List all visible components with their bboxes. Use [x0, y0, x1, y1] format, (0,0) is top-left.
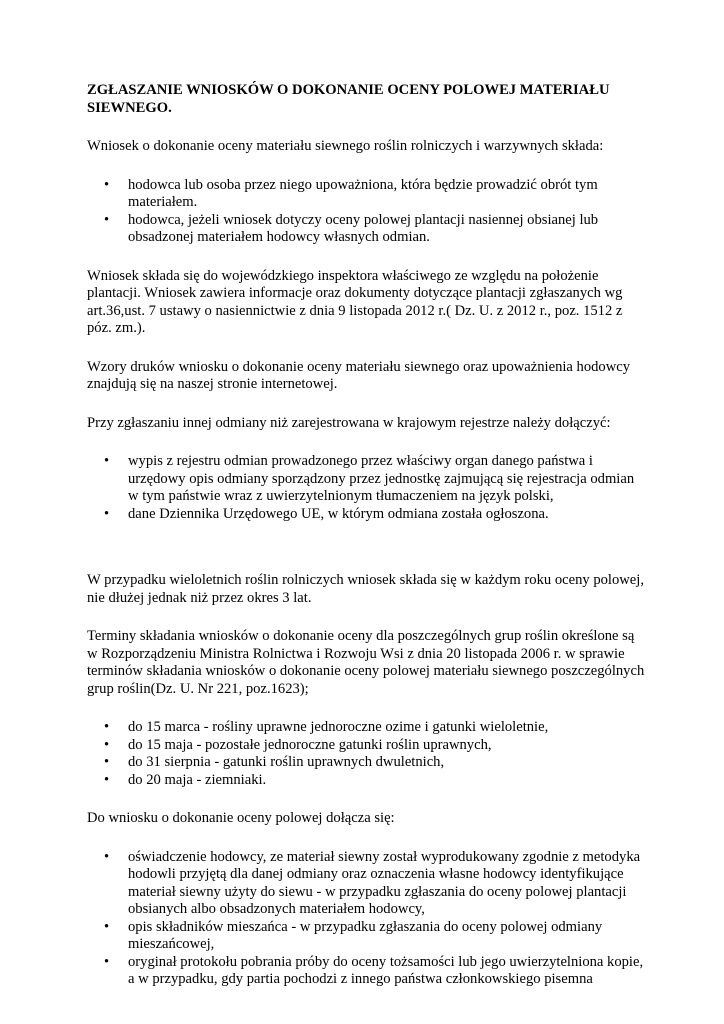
- bullet-icon: •: [104, 453, 110, 469]
- list-item: [87, 177, 647, 212]
- list-item-text: wypis z rejestru odmian prowadzonego przez właściwy organ danego państwa i urzędowy opis odmiany sporządzony przez jednostkę zajmującą się rejestracja odmian w tym państwie wraz z uwierzytelnionym tłumaczeniem na język polski,: [128, 453, 635, 504]
- list-item: [87, 919, 647, 954]
- list-item: [87, 453, 647, 506]
- submit-paragraph: Wniosek składa się do wojewódzkiego inspektora właściwego ze względu na położenie plantacji. Wniosek zawiera informacje oraz dokumenty dotyczące plantacji zgłaszanych wg art.36,ust. 7 ustawy o nasiennictwie z dnia 9 listopada 2012 r.( Dz. U. z 2012 r., poz. 1512 z póz. zm.).: [87, 267, 623, 336]
- list-item-text: hodowca, jeżeli wniosek dotyczy oceny polowej plantacji nasiennej obsianej lub obsadzonej materiałem hodowcy własnych odmian.: [128, 211, 599, 245]
- list-item: [87, 212, 647, 247]
- list-item-text: opis składników mieszańca - w przypadku zgłaszania do oceny polowej odmiany mieszańcowej,: [128, 918, 603, 952]
- list-item-text: do 31 sierpnia - gatunki roślin uprawnych dwuletnich,: [128, 754, 445, 770]
- bullet-icon: •: [104, 719, 110, 735]
- bullet-icon: •: [104, 918, 110, 935]
- document-title: ZGŁASZANIE WNIOSKÓW O DOKONANIE OCENY POLOWEJ MATERIAŁU SIEWNEGO.: [87, 82, 610, 116]
- perennial-paragraph: W przypadku wieloletnich roślin rolniczych wniosek składa się w każdym roku oceny polowej, nie dłużej jednak niż przez okres 3 lat.: [87, 572, 644, 606]
- list-item: [87, 737, 647, 755]
- document-page: [87, 82, 647, 989]
- list-item: [87, 754, 647, 772]
- terms-list: [87, 719, 647, 789]
- bullet-icon: •: [104, 771, 110, 788]
- attachments-paragraph: Do wniosku o dokonanie oceny polowej dołącza się:: [87, 810, 395, 826]
- list-item-text: dane Dziennika Urzędowego UE, w którym odmiana została ogłoszona.: [128, 505, 549, 522]
- bullet-icon: •: [104, 211, 110, 228]
- list-item-text: oświadczenie hodowcy, ze materiał siewny został wyprodukowany zgodnie z metodyka hodowli przyjętą dla danej odmiany oraz oznaczenia własne hodowcy identyfikujące materiał siewny użyty do siewu - w przypadku zgłaszania do oceny polowej plantacji obsianych albo obsadzonych materiałem hodowcy,: [128, 848, 641, 917]
- bullet-icon: •: [104, 176, 110, 193]
- bullet-icon: •: [104, 505, 110, 522]
- list-item-text: do 20 maja - ziemniaki.: [128, 771, 267, 788]
- list-item: [87, 849, 647, 919]
- bullet-icon: •: [104, 754, 110, 770]
- list-item-text: hodowca lub osoba przez niego upoważniona, która będzie prowadzić obrót tym materiałem.: [128, 176, 598, 210]
- attachments-list: [87, 849, 647, 989]
- list-item: [87, 772, 647, 790]
- list-item-text: do 15 maja - pozostałe jednoroczne gatunki roślin uprawnych,: [128, 736, 492, 753]
- bullet-icon: •: [104, 953, 110, 970]
- terms-paragraph: Terminy składania wniosków o dokonanie oceny dla poszczególnych grup roślin określone są w Rozporządzeniu Ministra Rolnictwa i Rozwoju Wsi z dnia 20 listopada 2006 r. w sprawie terminów składania wniosków o dokonanie oceny polowej materiału siewnego poszczególnych grup roślin(Dz. U. Nr 221, poz.1623);: [87, 628, 645, 697]
- list-item: [87, 954, 647, 989]
- list-item-text: do 15 marca - rośliny uprawne jednoroczne ozime i gatunki wieloletnie,: [128, 719, 549, 735]
- intro-paragraph: Wniosek o dokonanie oceny materiału siewnego roślin rolniczych i warzywnych składa:: [87, 138, 604, 154]
- bullet-icon: •: [104, 848, 110, 865]
- forms-paragraph: Wzory druków wniosku o dokonanie oceny materiału siewnego oraz upoważnienia hodowcy znajdują się na naszej stronie internetowej.: [87, 358, 631, 392]
- list-item: [87, 719, 647, 737]
- list-item: [87, 506, 647, 524]
- list-item-text: oryginał protokołu pobrania próby do oceny tożsamości lub jego uwierzytelniona kopie, a w przypadku, gdy partia pochodzi z innego państwa członkowskiego pisemna: [128, 953, 644, 987]
- other-variety-paragraph: Przy zgłaszaniu innej odmiany niż zarejestrowana w krajowym rejestrze należy dołączyć:: [87, 414, 611, 431]
- bullet-icon: •: [104, 736, 110, 753]
- who-list: [87, 177, 647, 247]
- other-variety-list: [87, 453, 647, 523]
